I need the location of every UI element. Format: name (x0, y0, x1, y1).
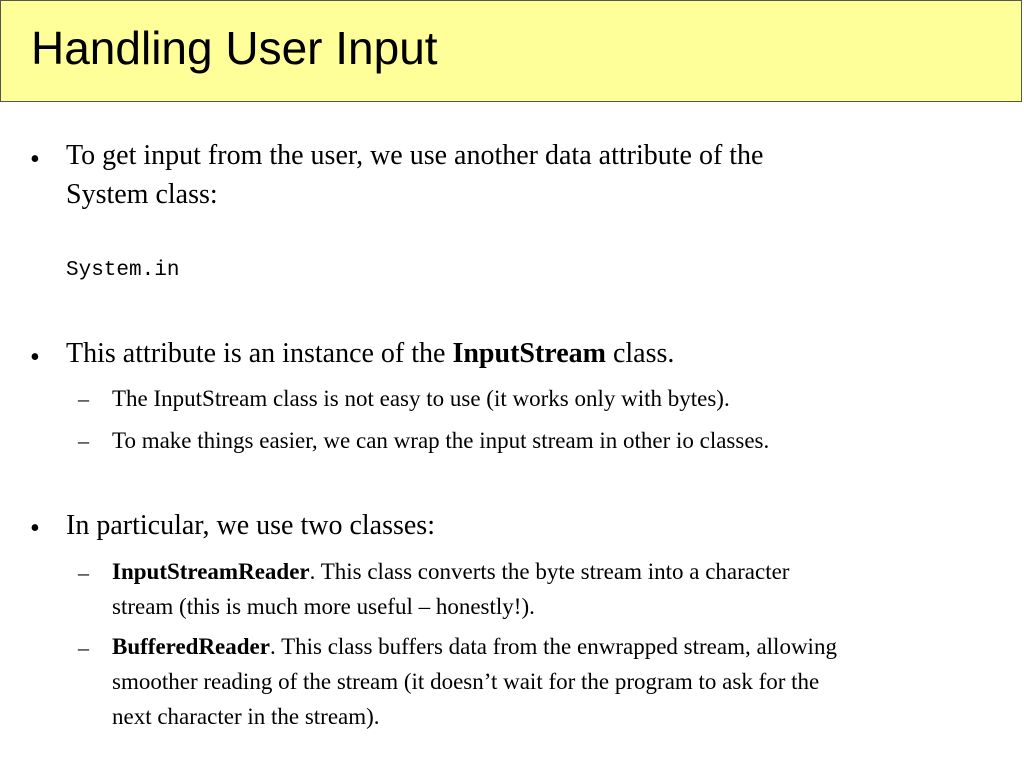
dash-icon: – (78, 560, 89, 585)
bullet-2-bold: InputStream (452, 338, 606, 369)
sub-bullet-3-2-rest: . This class buffers data from the enwrapped stream, allowing (269, 634, 837, 659)
sub-bullet-3-1-rest: . This class converts the byte stream into a character (309, 559, 790, 584)
sub-bullet-3-1-line-2: stream (this is much more useful – honestly!). (112, 594, 535, 619)
sub-bullet-3-1-bold: InputStreamReader (112, 559, 310, 584)
bullet-2-post: class. (605, 338, 675, 369)
bullet-2-pre: This attribute is an instance of the (66, 338, 453, 369)
bullet-icon: • (30, 144, 40, 175)
slide-title: Handling User Input (31, 22, 438, 74)
dash-icon: – (78, 386, 89, 411)
bullet-1-line-1: To get input from the user, we use another data attribute of the (66, 140, 764, 171)
sub-bullet-3-2-line-3: next character in the stream). (112, 704, 380, 729)
bullet-icon: • (30, 342, 40, 373)
bullet-1-line-2: System class: (66, 179, 218, 210)
sub-bullet-3-1-line-1 (112, 554, 789, 589)
code-snippet: System.in (66, 259, 180, 282)
bullet-2-text (66, 336, 674, 372)
dash-icon: – (78, 635, 89, 660)
sub-bullet-3-2-line-1 (112, 629, 837, 664)
sub-bullet-3-2-bold: BufferedReader (112, 634, 270, 659)
sub-bullet-2-2: To make things easier, we can wrap the input stream in other io classes. (112, 428, 770, 453)
dash-icon: – (78, 428, 89, 453)
bullet-3-text: In particular, we use two classes: (66, 510, 435, 541)
bullet-icon: • (30, 513, 40, 544)
sub-bullet-2-1: The InputStream class is not easy to use (it works only with bytes). (112, 386, 730, 411)
sub-bullet-3-2-line-2: smoother reading of the stream (it doesn’t wait for the program to ask for the (112, 669, 820, 694)
